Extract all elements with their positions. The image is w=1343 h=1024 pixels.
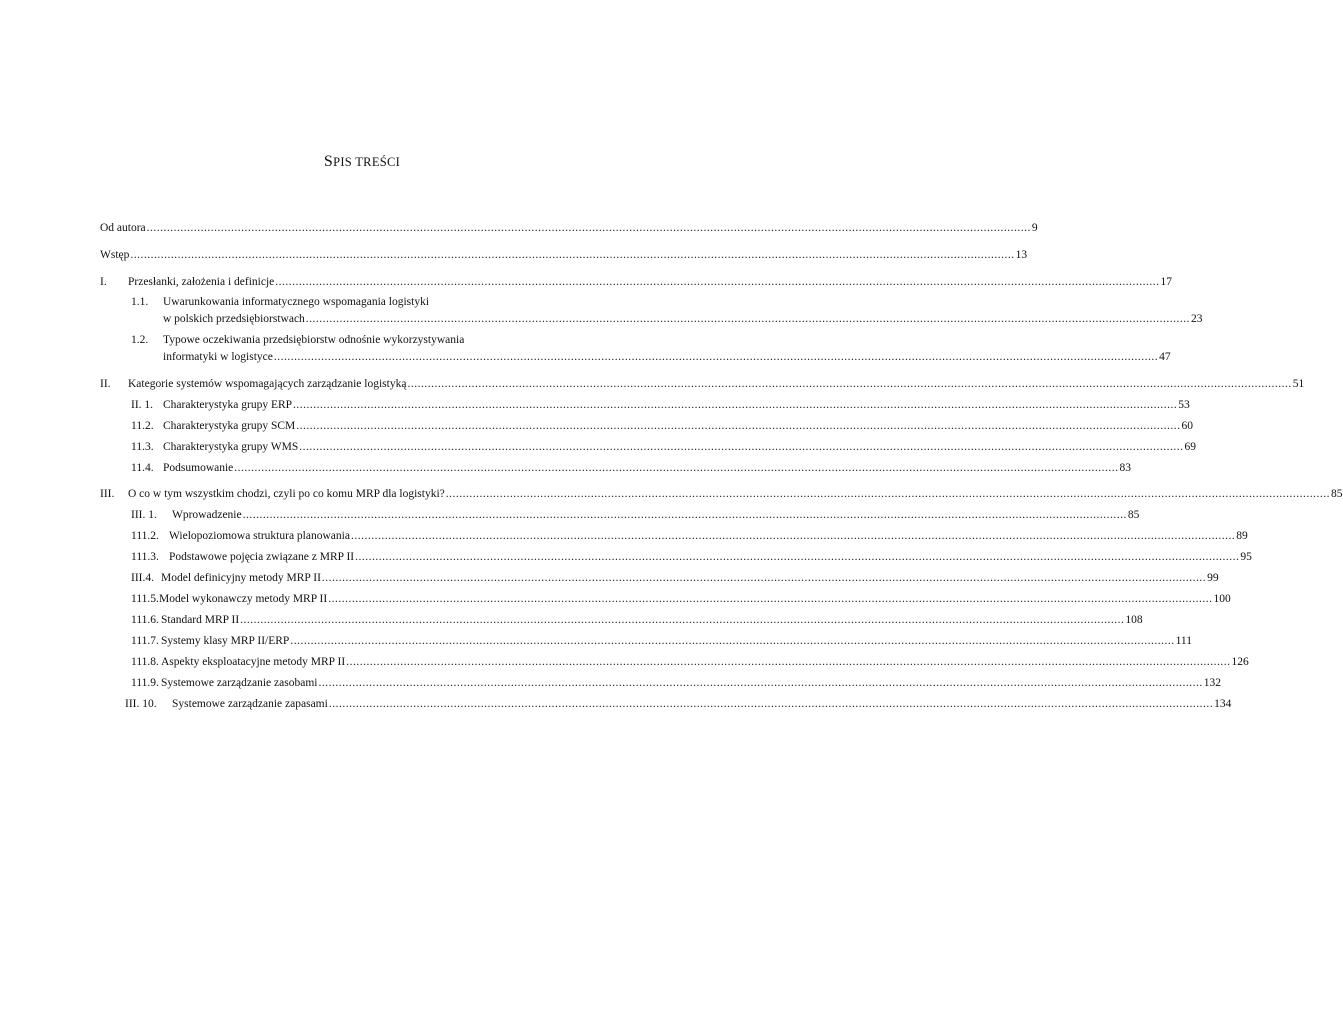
toc-page-number: 111 <box>1175 635 1192 647</box>
toc-entry-number: 111.5. <box>131 593 159 605</box>
toc-entry-title: Wielopoziomowa struktura planowania <box>169 530 350 542</box>
toc-entry-title: Systemy klasy MRP II/ERP <box>161 635 290 647</box>
toc-leader-dots <box>446 487 1330 501</box>
toc-entry-title: informatyki w logistyce <box>163 351 273 363</box>
toc-entry[interactable] <box>100 221 1038 235</box>
toc-page-number: 69 <box>1184 441 1196 453</box>
toc-leader-dots <box>306 312 1190 326</box>
toc-entry[interactable] <box>100 248 1028 262</box>
title-initial: S <box>323 153 334 170</box>
toc-entry-section[interactable] <box>125 697 1232 711</box>
toc-entry-title: Aspekty eksploatacyjne metody MRP II <box>161 656 346 668</box>
toc-leader-dots <box>299 440 1183 454</box>
toc-page-number: 100 <box>1213 593 1231 605</box>
toc-entry-section[interactable] <box>131 571 1219 585</box>
toc-entry-title-line1[interactable]: Typowe oczekiwania przedsiębiorstw odnośnie wykorzystywania <box>163 334 465 346</box>
toc-leader-dots <box>328 592 1212 606</box>
toc-entry-number: 111.6. <box>131 614 159 626</box>
toc-entry-title: Od autora <box>100 222 146 234</box>
toc-leader-dots <box>274 350 1158 364</box>
toc-page-number: 47 <box>1159 351 1171 363</box>
toc-entry-section[interactable] <box>163 312 1203 326</box>
toc-leader-dots <box>407 377 1291 391</box>
toc-entry-number: I. <box>100 276 107 288</box>
toc-entry-title: Podsumowanie <box>163 462 234 474</box>
toc-entry-number: III. <box>100 488 115 500</box>
toc-leader-dots <box>296 419 1180 433</box>
toc-entry-section[interactable] <box>131 676 1221 690</box>
toc-leader-dots <box>234 461 1118 475</box>
toc-entry-section[interactable] <box>131 634 1192 648</box>
toc-entry-title: Model wykonawczy metody MRP II <box>159 593 328 605</box>
toc-entry-title: Systemowe zarządzanie zasobami <box>161 677 318 689</box>
toc-entry-number: 111.7. <box>131 635 159 647</box>
toc-entry-number: 11.4. <box>131 462 154 474</box>
toc-page-number: 85 <box>1127 509 1140 521</box>
toc-entry-number: 111.3. <box>131 551 159 563</box>
toc-entry-title: Charakterystyka grupy WMS <box>163 441 299 453</box>
toc-entry-title: Podstawowe pojęcia związane z MRP II <box>169 551 355 563</box>
toc-page-number: 126 <box>1231 656 1249 668</box>
toc-page-number: 60 <box>1181 420 1193 432</box>
toc-page-number: 9 <box>1031 222 1038 234</box>
toc-leader-dots <box>346 655 1230 669</box>
toc-entry-title: Wprowadzenie <box>172 509 242 521</box>
toc-leader-dots <box>290 634 1174 648</box>
toc-leader-dots <box>318 676 1202 690</box>
toc-entry-section[interactable] <box>131 508 1140 522</box>
toc-entry-number: II. <box>100 378 111 390</box>
toc-page-number: 13 <box>1015 249 1028 261</box>
toc-entry-title: Charakterystyka grupy ERP <box>163 399 293 411</box>
toc-page-number: 95 <box>1240 551 1252 563</box>
toc-page-number: 108 <box>1125 614 1143 626</box>
toc-entry-number: III. 10. <box>125 698 157 710</box>
toc-entry-number: II. 1. <box>131 399 154 411</box>
toc-leader-dots <box>329 697 1213 711</box>
toc-entry-title: Wstęp <box>100 249 130 261</box>
toc-entry-section[interactable] <box>131 655 1249 669</box>
toc-page-number: 132 <box>1203 677 1221 689</box>
toc-entry-title: Standard MRP II <box>161 614 240 626</box>
toc-entry-title: O co w tym wszystkim chodzi, czyli po co komu MRP dla logistyki? <box>128 488 445 500</box>
toc-entry-number: 11.3. <box>131 441 154 453</box>
toc-entry-title: Kategorie systemów wspomagających zarządzanie logistyką <box>128 378 407 390</box>
toc-entry-title: Przesłanki, założenia i definicje <box>128 276 275 288</box>
toc-entry-section[interactable] <box>131 550 1252 564</box>
title-rest: PIS TREŚCI <box>333 155 401 169</box>
toc-entry-title: Model definicyjny metody MRP II <box>161 572 321 584</box>
toc-page-number: 53 <box>1178 399 1190 411</box>
toc-leader-dots <box>293 398 1177 412</box>
toc-page-number: 17 <box>1160 276 1172 288</box>
toc-entry-title: Charakterystyka grupy SCM <box>163 420 296 432</box>
toc-entry-section[interactable] <box>131 529 1248 543</box>
toc-entry-number: 111.2. <box>131 530 159 542</box>
toc-leader-dots <box>351 529 1235 543</box>
toc-leader-dots <box>147 221 1031 235</box>
toc-entry-section[interactable] <box>131 613 1143 627</box>
toc-entry-number: III.4. <box>131 572 154 584</box>
toc-entry-chapter[interactable] <box>100 487 1343 501</box>
toc-page-number: 83 <box>1119 462 1132 474</box>
toc-entry-title-line1[interactable]: Uwarunkowania informatycznego wspomagania logistyki <box>163 296 430 308</box>
toc-entry-section[interactable] <box>163 350 1171 364</box>
toc-entry-section[interactable] <box>131 398 1190 412</box>
toc-entry-number: III. 1. <box>131 509 157 521</box>
toc-entry-number: 111.9. <box>131 677 159 689</box>
toc-entry-section[interactable] <box>131 592 1231 606</box>
toc-leader-dots <box>322 571 1206 585</box>
toc-page-number: 99 <box>1207 572 1219 584</box>
toc-entry-section[interactable] <box>131 440 1196 454</box>
toc-entry-title: Systemowe zarządzanie zapasami <box>172 698 328 710</box>
toc-leader-dots <box>130 248 1014 262</box>
toc-page-number: 23 <box>1191 313 1203 325</box>
toc-leader-dots <box>243 508 1127 522</box>
toc-leader-dots <box>275 275 1159 289</box>
toc-leader-dots <box>240 613 1124 627</box>
toc-entry-chapter[interactable] <box>100 377 1305 391</box>
toc-entry-number: 1.1. <box>131 296 149 308</box>
toc-entry-section[interactable] <box>131 461 1132 475</box>
toc-entry-number: 11.2. <box>131 420 154 432</box>
toc-entry-chapter[interactable] <box>100 275 1172 289</box>
toc-entry-section[interactable] <box>131 419 1193 433</box>
toc-entry-number: 1.2. <box>131 334 149 346</box>
toc-page-number: 85 <box>1331 488 1343 500</box>
toc-page-number: 89 <box>1236 530 1248 542</box>
toc-page-number: 51 <box>1292 378 1305 390</box>
toc-entry-number: 111.8. <box>131 656 159 668</box>
toc-entry-title: w polskich przedsiębiorstwach <box>163 313 305 325</box>
toc-page-number: 134 <box>1214 698 1232 710</box>
toc-leader-dots <box>355 550 1239 564</box>
